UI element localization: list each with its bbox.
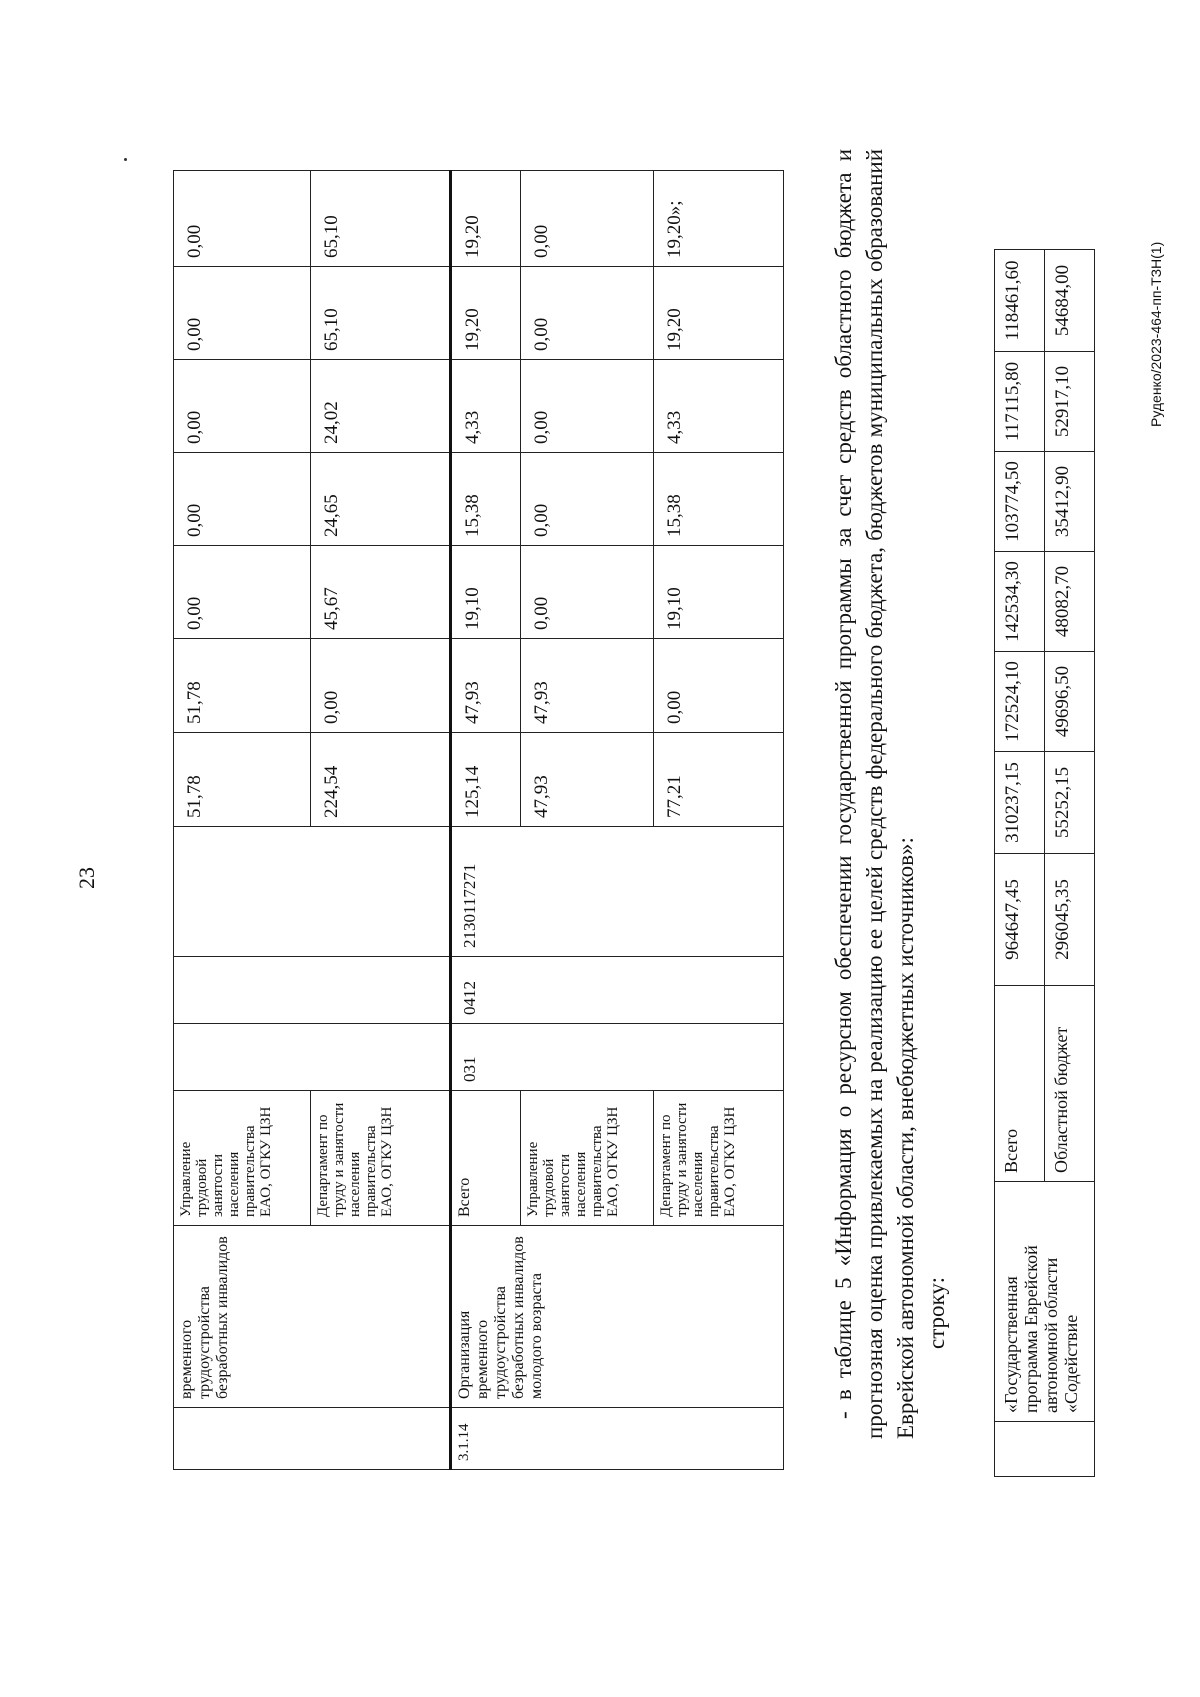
value-cell: 47,93 bbox=[521, 733, 654, 827]
value-cell: 19,10 bbox=[654, 546, 784, 639]
value-cell: 4,33 bbox=[451, 360, 521, 453]
value-cell: 0,00 bbox=[311, 639, 451, 733]
measures-table bbox=[173, 170, 784, 1470]
value-cell: 65,10 bbox=[311, 171, 451, 267]
value-cell: 224,54 bbox=[311, 733, 451, 827]
value-cell: 65,10 bbox=[311, 267, 451, 360]
rzpr-cell bbox=[174, 957, 451, 1024]
value-cell: 51,78 bbox=[174, 733, 311, 827]
value-cell: 54684,00 bbox=[1045, 250, 1095, 352]
value-cell: 310237,15 bbox=[995, 752, 1045, 854]
csr-cell bbox=[174, 827, 451, 957]
resource-table bbox=[994, 249, 1095, 1477]
executor-cell: Департамент по труду и занятости населения правительства ЕАО, ОГКУ ЦЗН bbox=[654, 1091, 784, 1226]
value-cell: 19,20»; bbox=[654, 171, 784, 267]
grbs-cell bbox=[174, 1024, 451, 1091]
empty-cell bbox=[995, 1422, 1095, 1477]
source-cell: Всего bbox=[995, 986, 1045, 1182]
value-cell: 15,38 bbox=[654, 453, 784, 546]
executor-cell: Управление трудовой занятости населения правительства ЕАО, ОГКУ ЦЗН bbox=[521, 1091, 654, 1226]
value-cell: 0,00 bbox=[174, 360, 311, 453]
value-cell: 0,00 bbox=[521, 360, 654, 453]
source-cell: Областной бюджет bbox=[1045, 986, 1095, 1182]
table-row bbox=[174, 171, 311, 1470]
paragraph-text: - в таблице 5 «Информация о ресурсном обеспечении государственной программы за счет средств областного бюджета и прогнозная оценка привлекаемых на реализацию ее целей средств федерального бюджета, бюджетов муниципальных образований Еврейской автономной области, внебюджетных источников»: bbox=[831, 149, 918, 1439]
value-cell: 19,10 bbox=[451, 546, 521, 639]
value-cell: 19,20 bbox=[451, 171, 521, 267]
grbs-cell: 031 bbox=[451, 1024, 784, 1091]
value-cell: 19,20 bbox=[654, 267, 784, 360]
item-number-cell bbox=[174, 1408, 451, 1470]
value-cell: 0,00 bbox=[174, 171, 311, 267]
executor-cell: Всего bbox=[451, 1091, 521, 1226]
document-id-footer: Руденко/2023-464-пп-ТЗН(1) bbox=[1148, 241, 1164, 427]
table-row bbox=[451, 171, 521, 1470]
value-cell: 0,00 bbox=[174, 546, 311, 639]
item-number-cell: 3.1.14 bbox=[451, 1408, 784, 1470]
value-cell: 0,00 bbox=[521, 267, 654, 360]
rzpr-cell: 0412 bbox=[451, 957, 784, 1024]
value-cell: 0,00 bbox=[521, 546, 654, 639]
value-cell: 4,33 bbox=[654, 360, 784, 453]
amendment-paragraph bbox=[828, 149, 952, 1439]
executor-cell: Департамент по труду и занятости населения правительства ЕАО, ОГКУ ЦЗН bbox=[311, 1091, 451, 1226]
table-row bbox=[995, 250, 1045, 1477]
value-cell: 172524,10 bbox=[995, 652, 1045, 752]
page-number: 23 bbox=[74, 867, 99, 889]
value-cell: 45,67 bbox=[311, 546, 451, 639]
value-cell: 77,21 bbox=[654, 733, 784, 827]
value-cell: 103774,50 bbox=[995, 452, 1045, 552]
value-cell: 52917,10 bbox=[1045, 352, 1095, 452]
value-cell: 55252,15 bbox=[1045, 752, 1095, 854]
program-name-cell: «Государственная программа Еврейской автономной области «Содействие bbox=[995, 1182, 1095, 1422]
executor-cell: Управление трудовой занятости населения правительства ЕАО, ОГКУ ЦЗН bbox=[174, 1091, 311, 1226]
value-cell: 0,00 bbox=[174, 267, 311, 360]
value-cell: 0,00 bbox=[654, 639, 784, 733]
value-cell: 49696,50 bbox=[1045, 652, 1095, 752]
csr-cell: 2130117271 bbox=[451, 827, 784, 957]
value-cell: 47,93 bbox=[451, 639, 521, 733]
value-cell: 24,65 bbox=[311, 453, 451, 546]
value-cell: 142534,30 bbox=[995, 552, 1045, 652]
value-cell: 296045,35 bbox=[1045, 854, 1095, 986]
measure-name-cell: временного трудоустройства безработных инвалидов bbox=[174, 1226, 451, 1408]
value-cell: 51,78 bbox=[174, 639, 311, 733]
value-cell: 0,00 bbox=[521, 453, 654, 546]
paragraph-line-2: строку: bbox=[924, 1277, 949, 1349]
value-cell: 964647,45 bbox=[995, 854, 1045, 986]
value-cell: 118461,60 bbox=[995, 250, 1045, 352]
value-cell: 19,20 bbox=[451, 267, 521, 360]
value-cell: 15,38 bbox=[451, 453, 521, 546]
value-cell: 47,93 bbox=[521, 639, 654, 733]
value-cell: 117115,80 bbox=[995, 352, 1045, 452]
value-cell: 35412,90 bbox=[1045, 452, 1095, 552]
value-cell: 0,00 bbox=[521, 171, 654, 267]
measure-name-cell: Организация временного трудоустройства безработных инвалидов молодого возраста bbox=[451, 1226, 784, 1408]
value-cell: 0,00 bbox=[174, 453, 311, 546]
value-cell: 24,02 bbox=[311, 360, 451, 453]
value-cell: 125,14 bbox=[451, 733, 521, 827]
value-cell: 48082,70 bbox=[1045, 552, 1095, 652]
